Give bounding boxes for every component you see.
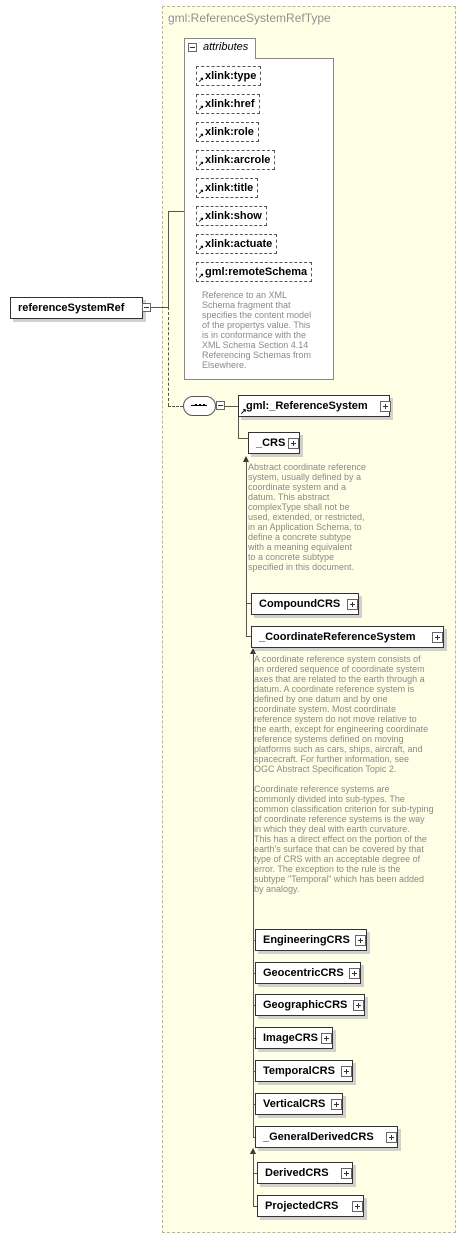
element-label: ImageCRS (263, 1032, 319, 1044)
reference-arrow-icon: ↗ (198, 77, 204, 84)
doc-line (254, 774, 434, 784)
element-coordinatereferencesystem[interactable] (251, 626, 444, 648)
attribute-xlink-title[interactable] (196, 178, 258, 198)
doc-line: of the propertys value. This (202, 320, 311, 330)
element-temporalcrs[interactable] (255, 1060, 353, 1082)
doc-line: Abstract coordinate reference (248, 462, 367, 472)
element-generalderivedcrs[interactable] (255, 1126, 398, 1148)
connector-line (225, 406, 238, 407)
attribute-xlink-show[interactable] (196, 206, 267, 226)
doc-line: datum. A coordinate reference system is (254, 684, 415, 694)
doc-line: Reference to an XML (202, 290, 288, 300)
attributes-label: attributes (203, 41, 249, 53)
element-label: EngineeringCRS (263, 934, 350, 946)
connector-line (238, 438, 248, 439)
element-derivedcrs[interactable] (257, 1162, 353, 1184)
sequence-dot (199, 404, 201, 406)
attribute-label: xlink:actuate (205, 238, 273, 250)
expand-icon[interactable] (353, 1000, 364, 1011)
doc-line: system, usually defined by a (248, 472, 362, 482)
doc-line: commonly divided into sub-types. The (254, 794, 405, 804)
element-label: GeographicCRS (263, 999, 348, 1011)
reference-arrow-icon: ↗ (198, 161, 204, 168)
element-projectedcrs[interactable] (257, 1195, 364, 1217)
doc-line: coordinate system. Most coordinate (254, 704, 397, 714)
expand-icon[interactable] (352, 1201, 363, 1212)
doc-line: used, extended, or restricted, (248, 512, 365, 522)
element-label: _CoordinateReferenceSystem (259, 631, 416, 643)
coordinate-reference-system-documentation (254, 654, 434, 894)
doc-line: complexType shall not be (248, 502, 350, 512)
attribute-label: gml:remoteSchema (205, 266, 308, 278)
element-label: gml:_ReferenceSystem (246, 400, 368, 412)
connector-dashed (168, 406, 183, 407)
expand-icon[interactable] (341, 1066, 352, 1077)
doc-line: in which they deal with earth curvature. (254, 824, 410, 834)
expand-icon[interactable] (321, 1033, 332, 1044)
attribute-label: xlink:arcrole (205, 154, 271, 166)
attribute-xlink-href[interactable] (196, 94, 260, 114)
attribute-label: xlink:title (205, 182, 254, 194)
doc-line: subtype "Temporal" which has been added (254, 874, 424, 884)
reference-arrow-icon: ↗ (198, 217, 204, 224)
expand-icon[interactable] (380, 401, 391, 412)
doc-line: specifies the content model (202, 310, 312, 320)
attribute-label: xlink:href (205, 98, 255, 110)
doc-line: OGC Abstract Specification Topic 2. (254, 764, 397, 774)
expand-icon[interactable] (386, 1132, 397, 1143)
doc-line: of coordinate reference systems is the way (254, 814, 425, 824)
element-geocentriccrs[interactable] (255, 962, 361, 984)
attribute-label: xlink:show (205, 210, 262, 222)
attribute-gml-remoteschema[interactable] (196, 262, 312, 282)
doc-line: This has a direct effect on the portion of the (254, 834, 427, 844)
element-geographiccrs[interactable] (255, 994, 365, 1016)
doc-line: common classification criterion for sub-typing (254, 804, 434, 814)
element-label: ProjectedCRS (265, 1200, 339, 1212)
attribute-xlink-role[interactable] (196, 122, 259, 142)
doc-line: Elsewhere. (202, 360, 247, 370)
doc-line: define a concrete subtype (248, 532, 352, 542)
element-label: TemporalCRS (263, 1065, 335, 1077)
doc-line: in an Application Schema, to (248, 522, 362, 532)
doc-line: the earth, except for engineering coordinate (254, 724, 429, 734)
attribute-xlink-type[interactable] (196, 66, 261, 86)
reference-arrow-icon: ↗ (198, 133, 204, 140)
connector-line (168, 211, 184, 212)
element-imagecrs[interactable] (255, 1027, 333, 1049)
element-label: referenceSystemRef (18, 302, 125, 314)
collapse-root-icon[interactable] (142, 303, 151, 312)
doc-line: Coordinate reference systems are (254, 784, 390, 794)
doc-line: type of CRS with an acceptable degree of (254, 854, 421, 864)
sequence-dot (195, 404, 197, 406)
element-label: _GeneralDerivedCRS (263, 1131, 374, 1143)
reference-arrow-icon: ↗ (198, 105, 204, 112)
element-label: CompoundCRS (259, 598, 341, 610)
reference-arrow-icon: ↗ (198, 273, 204, 280)
connector-line (151, 307, 169, 308)
crs-documentation (248, 462, 366, 572)
expand-icon[interactable] (331, 1099, 342, 1110)
collapse-attributes-icon[interactable] (188, 43, 197, 52)
expand-icon[interactable] (347, 599, 358, 610)
doc-line: defined by one datum and by one (254, 694, 388, 704)
doc-line: coordinate system and a (248, 482, 347, 492)
element-verticalcrs[interactable] (255, 1093, 343, 1115)
connector-line (246, 460, 247, 637)
sequence-compositor[interactable] (183, 396, 216, 416)
doc-line: to a concrete subtype (248, 552, 335, 562)
doc-line: is in conformance with the (202, 330, 307, 340)
doc-line: specified in this document. (248, 562, 355, 572)
attribute-xlink-actuate[interactable] (196, 234, 277, 254)
expand-icon[interactable] (288, 438, 299, 449)
collapse-sequence-icon[interactable] (216, 401, 225, 410)
doc-line: Referencing Schemas from (202, 350, 312, 360)
doc-line: earth's surface that can be covered by that (254, 844, 424, 854)
connector-dashed (168, 307, 169, 406)
element-crs[interactable] (248, 432, 300, 454)
expand-icon[interactable] (349, 968, 360, 979)
connector-line (253, 1152, 254, 1207)
element-label: GeocentricCRS (263, 967, 344, 979)
doc-line: spacecraft. For further information, see (254, 754, 410, 764)
attribute-label: xlink:type (205, 70, 257, 82)
connector-line (238, 417, 239, 439)
reference-arrow-icon: ↗ (240, 407, 247, 416)
expand-icon[interactable] (432, 632, 443, 643)
remote-schema-documentation (202, 290, 311, 370)
sequence-dot (203, 404, 205, 406)
element-engineeringcrs[interactable] (255, 929, 367, 951)
doc-line: XML Schema Section 4.14 (202, 340, 309, 350)
connector-line (168, 211, 169, 308)
expand-icon[interactable] (341, 1168, 352, 1179)
element-label: _CRS (256, 437, 286, 449)
root-element-referencesystemref[interactable] (10, 297, 143, 319)
element-compoundcrs[interactable] (251, 593, 359, 615)
complex-type-title: gml:ReferenceSystemRefType (168, 11, 331, 25)
doc-line: by analogy. (254, 884, 300, 894)
element-gml-referencesystem[interactable] (238, 395, 390, 417)
doc-line: datum. This abstract (248, 492, 330, 502)
doc-line: error. The exception to the rule is the (254, 864, 401, 874)
reference-arrow-icon: ↗ (198, 189, 204, 196)
doc-line: an ordered sequence of coordinate system (254, 664, 425, 674)
doc-line: with a meaning equivalent (248, 542, 353, 552)
doc-line: reference system do not move relative to (254, 714, 417, 724)
attribute-xlink-arcrole[interactable] (196, 150, 275, 170)
reference-arrow-icon: ↗ (198, 245, 204, 252)
doc-line: platforms such as cars, ships, aircraft, and (254, 744, 423, 754)
element-label: VerticalCRS (263, 1098, 326, 1110)
element-label: DerivedCRS (265, 1167, 329, 1179)
doc-line: reference systems defined on moving (254, 734, 404, 744)
doc-line: Schema fragment that (202, 300, 291, 310)
doc-line: A coordinate reference system consists of (254, 654, 421, 664)
attribute-label: xlink:role (205, 126, 254, 138)
doc-line: axes that are related to the earth through a (254, 674, 425, 684)
expand-icon[interactable] (355, 935, 366, 946)
